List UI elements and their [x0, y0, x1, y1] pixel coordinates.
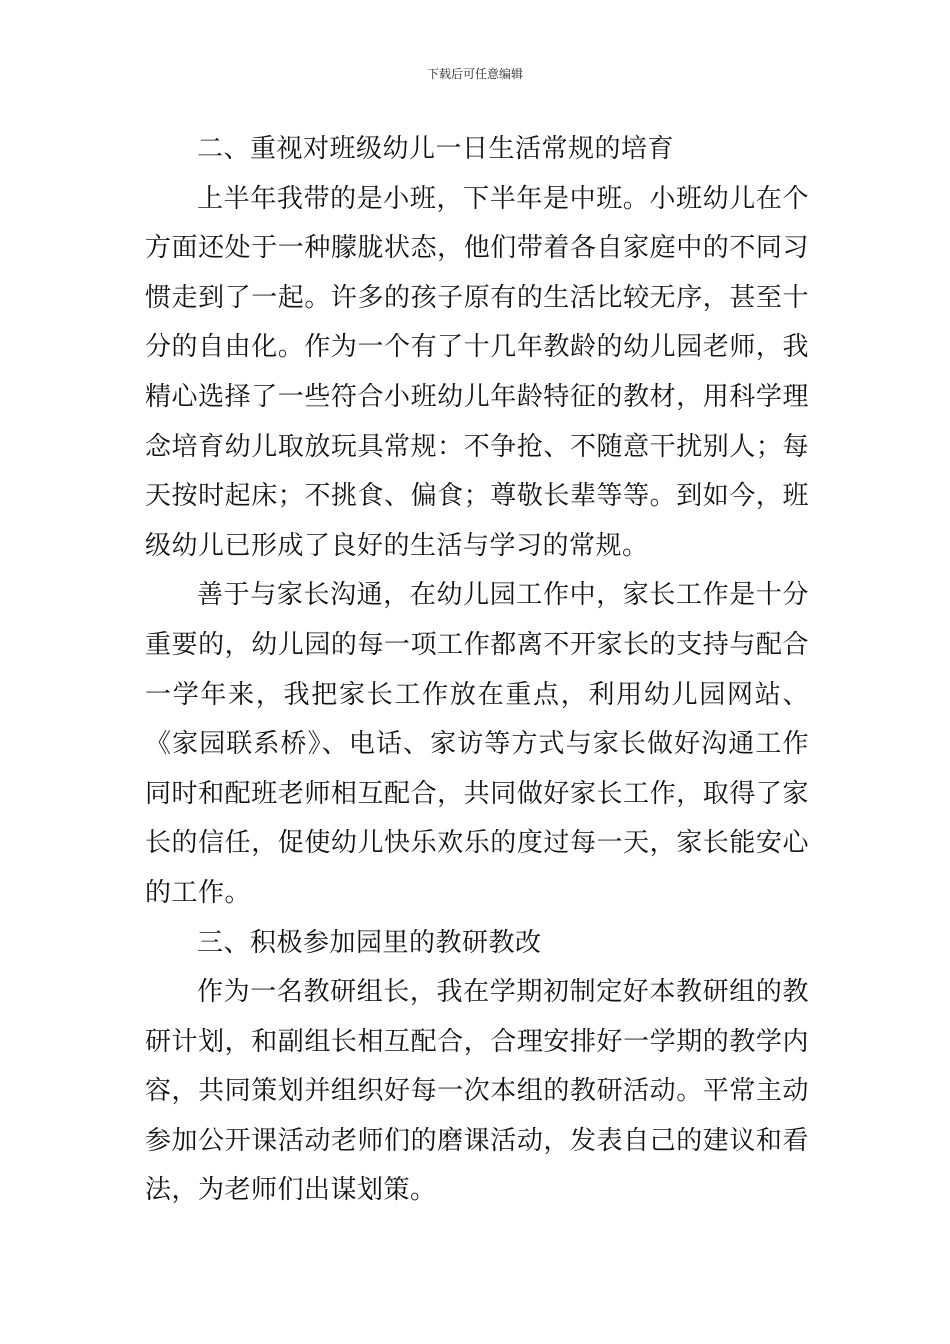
paragraph-teaching-research: 作为一名教研组长，我在学期初制定好本教研组的教研计划，和副组长相互配合，合理安排好一学期的教学内容，共同策划并组织好每一次本组的教研活动。平常主动参加公开课活动老师们的磨课活动，发表自己的建议和看法，为老师们出谋划策。 — [145, 977, 809, 1206]
section-heading-three: 三、积极参加园里的教研教改 — [197, 927, 542, 958]
paragraph-parent-communication: 善于与家长沟通，在幼儿园工作中，家长工作是十分重要的，幼儿园的每一项工作都离不开家长的支持与配合一学年来，我把家长工作放在重点，利用幼儿园网站、《家园联系桥》、电话、家访等方式与家长做好沟通工作同时和配班老师相互配合，共同做好家长工作，取得了家长的信任，促使幼儿快乐欢乐的度过每一天，家长能安心的工作。 — [145, 580, 809, 908]
page-header-note: 下载后可任意编辑 — [426, 67, 523, 81]
document-body — [145, 125, 809, 1216]
section-heading-two: 二、重视对班级幼儿一日生活常规的培育 — [197, 134, 675, 164]
paragraph-daily-routine: 上半年我带的是小班，下半年是中班。小班幼儿在个方面还处于一种朦胧状态，他们带着各自家庭中的不同习惯走到了一起。许多的孩子原有的生活比较无序，甚至十分的自由化。作为一个有了十几年教龄的幼儿园老师，我精心选择了一些符合小班幼儿年龄特征的教材，用科学理念培育幼儿取放玩具常规：不争抢、不随意干扰别人；每天按时起床；不挑食、偏食；尊敬长辈等等。到如今，班级幼儿已形成了良好的生活与学习的常规。 — [145, 183, 809, 561]
